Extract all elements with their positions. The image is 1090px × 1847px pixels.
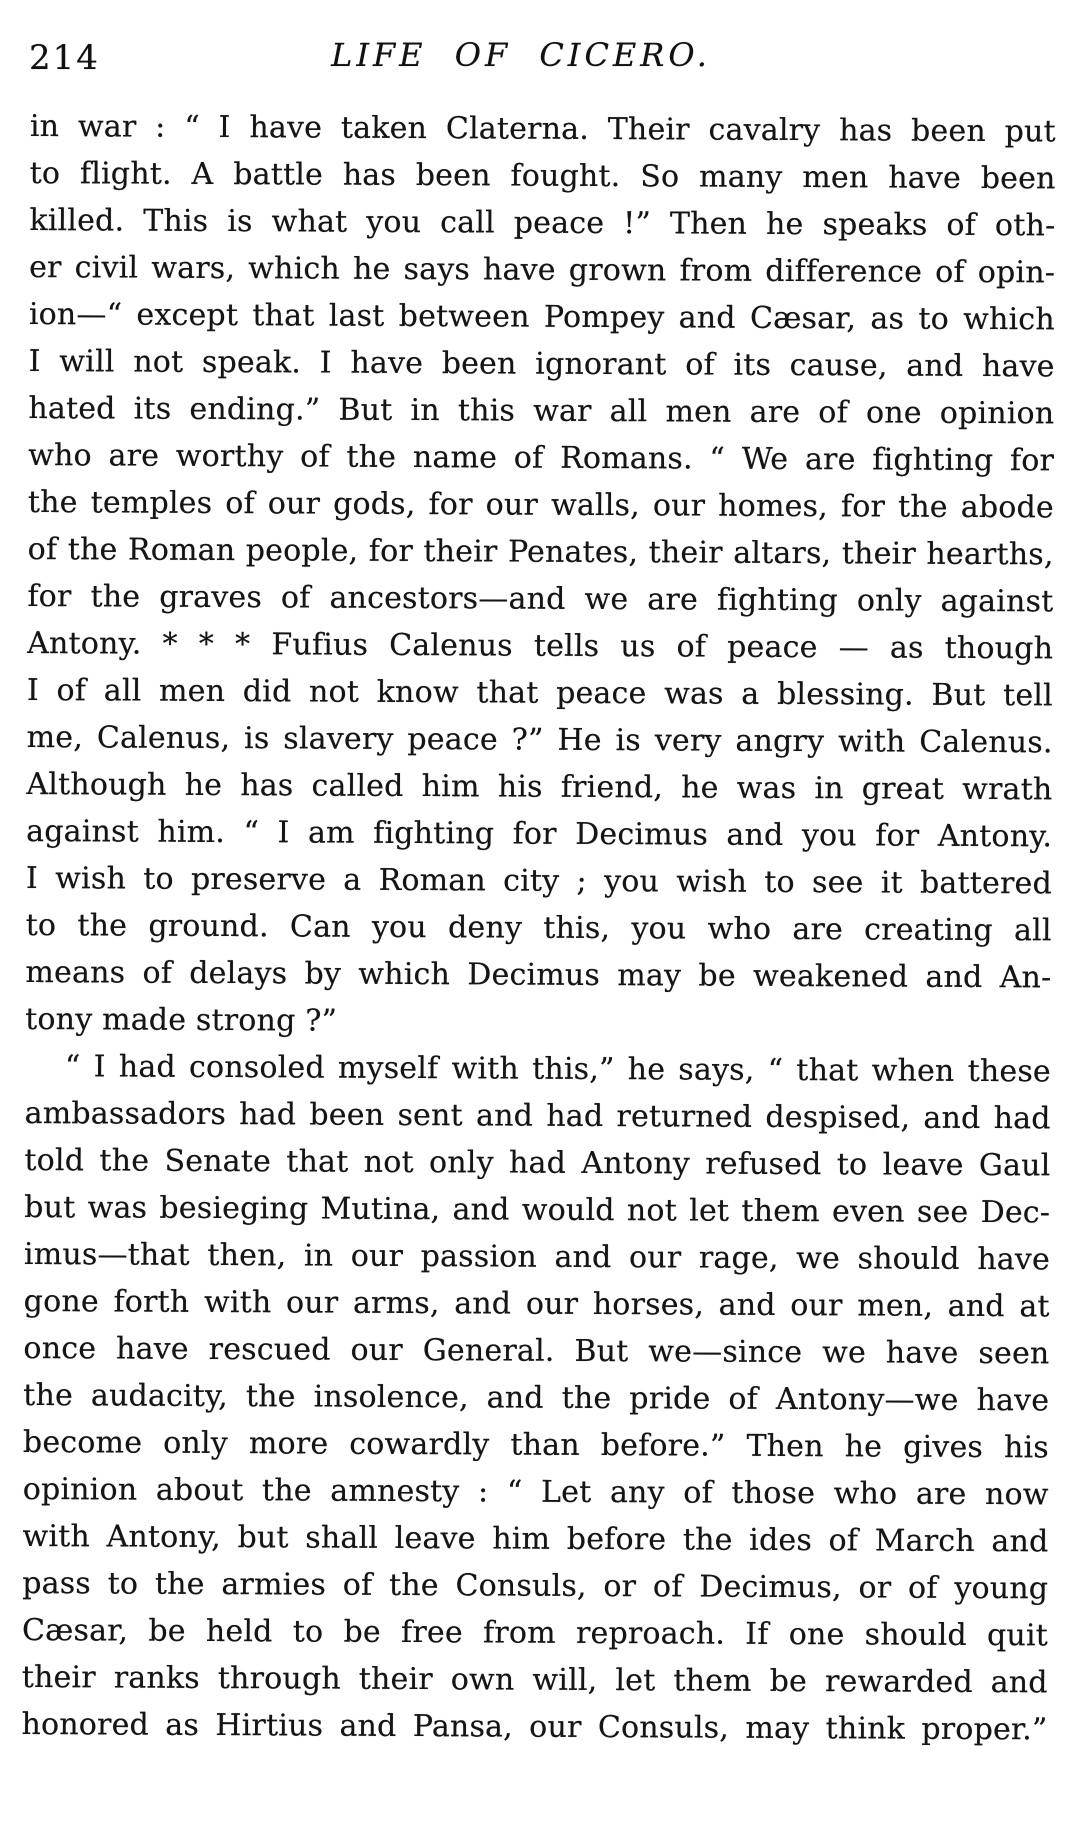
text-line: Although he has called him his friend, he was in great wrath [26,766,1053,808]
text-line: in war : “ I have taken Claterna. Their cavalry has been put [29,108,1056,150]
text-line: their ranks through their own will, let them be rewarded and [21,1659,1048,1701]
body-text [21,103,1056,1753]
text-line: of the Roman people, for their Penates, their altars, their hearths, [27,531,1054,573]
text-line: killed. This is what you call peace !” Then he speaks of oth- [29,202,1056,244]
text-line: become only more cowardly than before.” Then he gives his [22,1424,1050,1466]
text-line: told the Senate that not only had Antony refused to leave Gaul [24,1142,1051,1184]
text-line: opinion about the amnesty : “ Let any of those who are now [22,1471,1049,1513]
text-line: who are worthy of the name of Romans. “ We are fighting for [28,437,1055,479]
text-line: I will not speak. I have been ignorant of its cause, and have [28,343,1055,385]
paragraph [21,1043,1051,1753]
paragraph [25,103,1056,1048]
text-line: Cæsar, be held to be free from reproach. If one should quit [21,1612,1049,1654]
text-line: Antony. * * * Fufius Calenus tells us of peace — as though [27,625,1054,667]
text-line: I of all men did not know that peace was a blessing. But tell [26,672,1054,714]
text-line: the audacity, the insolence, and the pride of Antony—we have [23,1377,1050,1419]
page-number: 214 [29,38,100,78]
text-line: hated its ending.” But in this war all men are of one opinion [28,390,1055,432]
text-line: er civil wars, which he says have grown from difference of opin- [29,249,1056,291]
text-line: against him. “ I am fighting for Decimus and you for Antony. [26,813,1053,855]
text-line: once have rescued our General. But we—since we have seen [23,1330,1050,1372]
text-line: with Antony, but shall leave him before the ides of March and [22,1518,1049,1560]
text-line: ion—“ except that last between Pompey and Cæsar, as to which [28,296,1055,338]
running-title: LIFE OF CICERO. [331,36,711,74]
text-line: I wish to preserve a Roman city ; you wish to see it battered [25,860,1053,902]
text-line: ambassadors had been sent and had returned despised, and had [24,1095,1051,1137]
text-line: honored as Hirtius and Pansa, our Consuls, may think proper.” [21,1706,1048,1748]
text-line: “ I had consoled myself with this,” he says, “ that when these [64,1049,1052,1090]
text-line: me, Calenus, is slavery peace ?” He is very angry with Calenus. [26,719,1053,761]
text-line: for the graves of ancestors—and we are fighting only against [27,578,1054,620]
text-line: tony made strong ?” [25,1001,338,1039]
text-line: pass to the armies of the Consuls, or of Decimus, or of young [22,1565,1049,1607]
page-header [0,34,1090,84]
text-line: but was besieging Mutina, and would not let them even see Dec- [24,1189,1051,1231]
text-line: gone forth with our arms, and our horses, and our men, and at [23,1283,1050,1325]
text-line: the temples of our gods, for our walls, our homes, for the abode [27,484,1054,526]
text-line: imus—that then, in our passion and our rage, we should have [23,1236,1051,1278]
text-line: means of delays by which Decimus may be weakened and An- [25,954,1052,996]
text-line: to the ground. Can you deny this, you who are creating all [25,907,1052,949]
text-line: to flight. A battle has been fought. So many men have been [29,155,1056,197]
